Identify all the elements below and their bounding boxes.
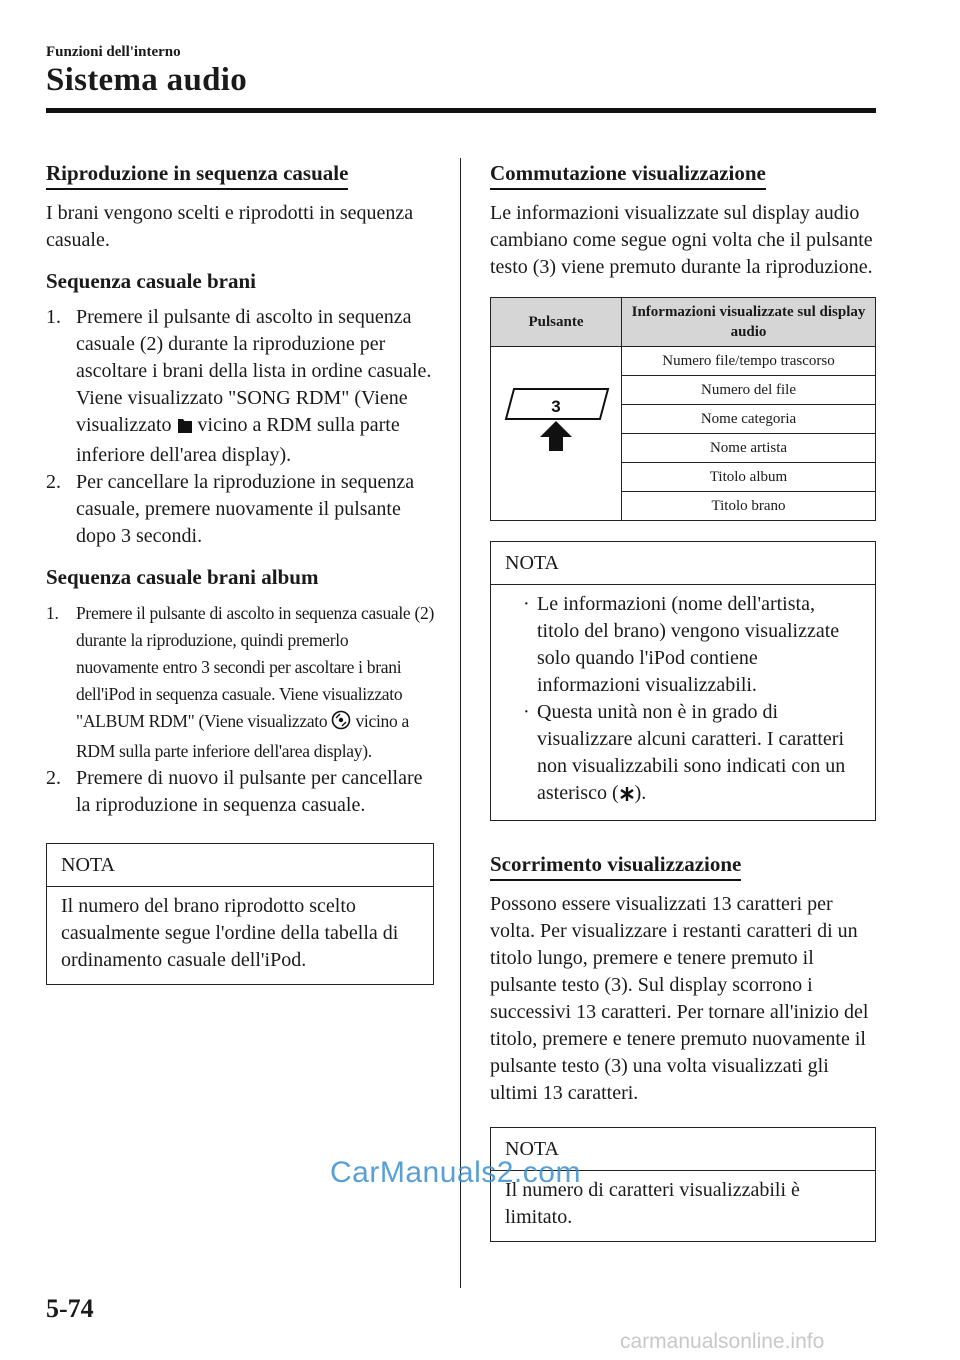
right-column — [490, 160, 876, 1242]
text-button-3-icon — [500, 369, 612, 489]
page-number: 5-74 — [46, 1294, 94, 1323]
watermark-carmanuals: CarManuals2.com — [330, 1156, 581, 1189]
note-body: Il numero di caratteri visualizzabili è limitato. — [505, 1179, 800, 1228]
note-body — [491, 585, 875, 820]
album-disc-icon — [331, 710, 351, 738]
note-heading: NOTA — [491, 1128, 875, 1171]
table-row: Numero file/tempo trascorso — [622, 347, 876, 376]
note-box — [46, 843, 434, 985]
list-item: 1. Premere il pulsante di ascolto in sequenza casuale (2) durante la riproduzione per ascoltare i brani della lista in ordine casuale. Viene visualizzato "SONG RDM" (Viene visualizzato vicino a RDM sulla parte inferiore dell'area display). — [46, 306, 432, 466]
album-random-steps — [46, 600, 434, 765]
random-playback-intro: I brani vengono scelti e riprodotti in sequenza casuale. — [46, 202, 414, 251]
table-header-button: Pulsante — [491, 298, 622, 347]
list-item: 2. Per cancellare la riproduzione in sequenza casuale, premere nuovamente il pulsante dopo 3 secondi. — [46, 471, 415, 547]
heading-random-playback: Riproduzione in sequenza casuale — [46, 160, 348, 190]
table-row: Titolo brano — [622, 492, 876, 521]
song-random-steps — [46, 304, 434, 550]
heading-song-random: Sequenza casuale brani — [46, 269, 257, 293]
note-bullet: · Le informazioni (nome dell'artista, titolo del brano) vengono visualizzate solo quando l'iPod contiene informazioni visualizzabili. — [523, 591, 861, 699]
table-header-info: Informazioni visualizzate sul display audio — [622, 298, 876, 347]
section-label: Funzioni dell'interno — [46, 44, 181, 60]
button-number-label: 3 — [551, 396, 561, 416]
display-switch-intro: Le informazioni visualizzate sul display audio cambiano come segue ogni volta che il pulsante testo (3) viene premuto durante la riproduzione. — [490, 202, 873, 278]
list-item: 1. Premere il pulsante di ascolto in sequenza casuale (2) durante la riproduzione, quindi premerlo nuovamente entro 3 secondi per ascoltare i brani dell'iPod in sequenza casuale. Viene visualizzato "ALBUM RDM" (Viene visualizzato vicino a RDM sulla parte inferiore dell'area display). — [46, 603, 434, 761]
folder-icon — [177, 415, 193, 442]
note-heading: NOTA — [491, 542, 875, 585]
heading-album-random: Sequenza casuale brani album — [46, 565, 319, 589]
note-heading: NOTA — [47, 844, 433, 887]
note-body: Il numero del brano riprodotto scelto casualmente segue l'ordine della tabella di ordinamento casuale dell'iPod. — [61, 895, 399, 971]
album-random-steps-cont — [46, 765, 434, 819]
display-scroll-text: Possono essere visualizzati 13 caratteri per volta. Per visualizzare i restanti caratteri di un titolo lungo, premere e tenere premuto il pulsante testo (3). Sul display scorrono i successivi 13 caratteri. Per tornare all'inizio del titolo, premere e tenere premuto nuovamente il pulsante testo (3) una volta visualizzati gli ultimi 13 caratteri. — [490, 893, 869, 1104]
note-box — [490, 541, 876, 821]
display-info-table — [490, 297, 876, 521]
column-divider — [460, 158, 461, 1288]
note-bullet: · Questa unità non è in grado di visualizzare alcuni caratteri. I caratteri non visualizzabili sono indicati con un asterisco ( ). — [523, 699, 861, 810]
button-illustration-cell — [491, 347, 622, 521]
table-row: Numero del file — [622, 376, 876, 405]
left-column — [46, 160, 434, 985]
table-row: Titolo album — [622, 463, 876, 492]
page-title: Sistema audio — [46, 62, 248, 98]
list-item: 2. Premere di nuovo il pulsante per cancellare la riproduzione in sequenza casuale. — [46, 767, 423, 816]
watermark-site: carmanualsonline.info — [620, 1330, 825, 1353]
heading-display-switch: Commutazione visualizzazione — [490, 160, 766, 190]
heading-display-scroll: Scorrimento visualizzazione — [490, 851, 741, 881]
table-row: Nome artista — [622, 434, 876, 463]
title-divider — [46, 108, 876, 113]
table-row: Nome categoria — [622, 405, 876, 434]
asterisk-icon — [619, 783, 635, 810]
